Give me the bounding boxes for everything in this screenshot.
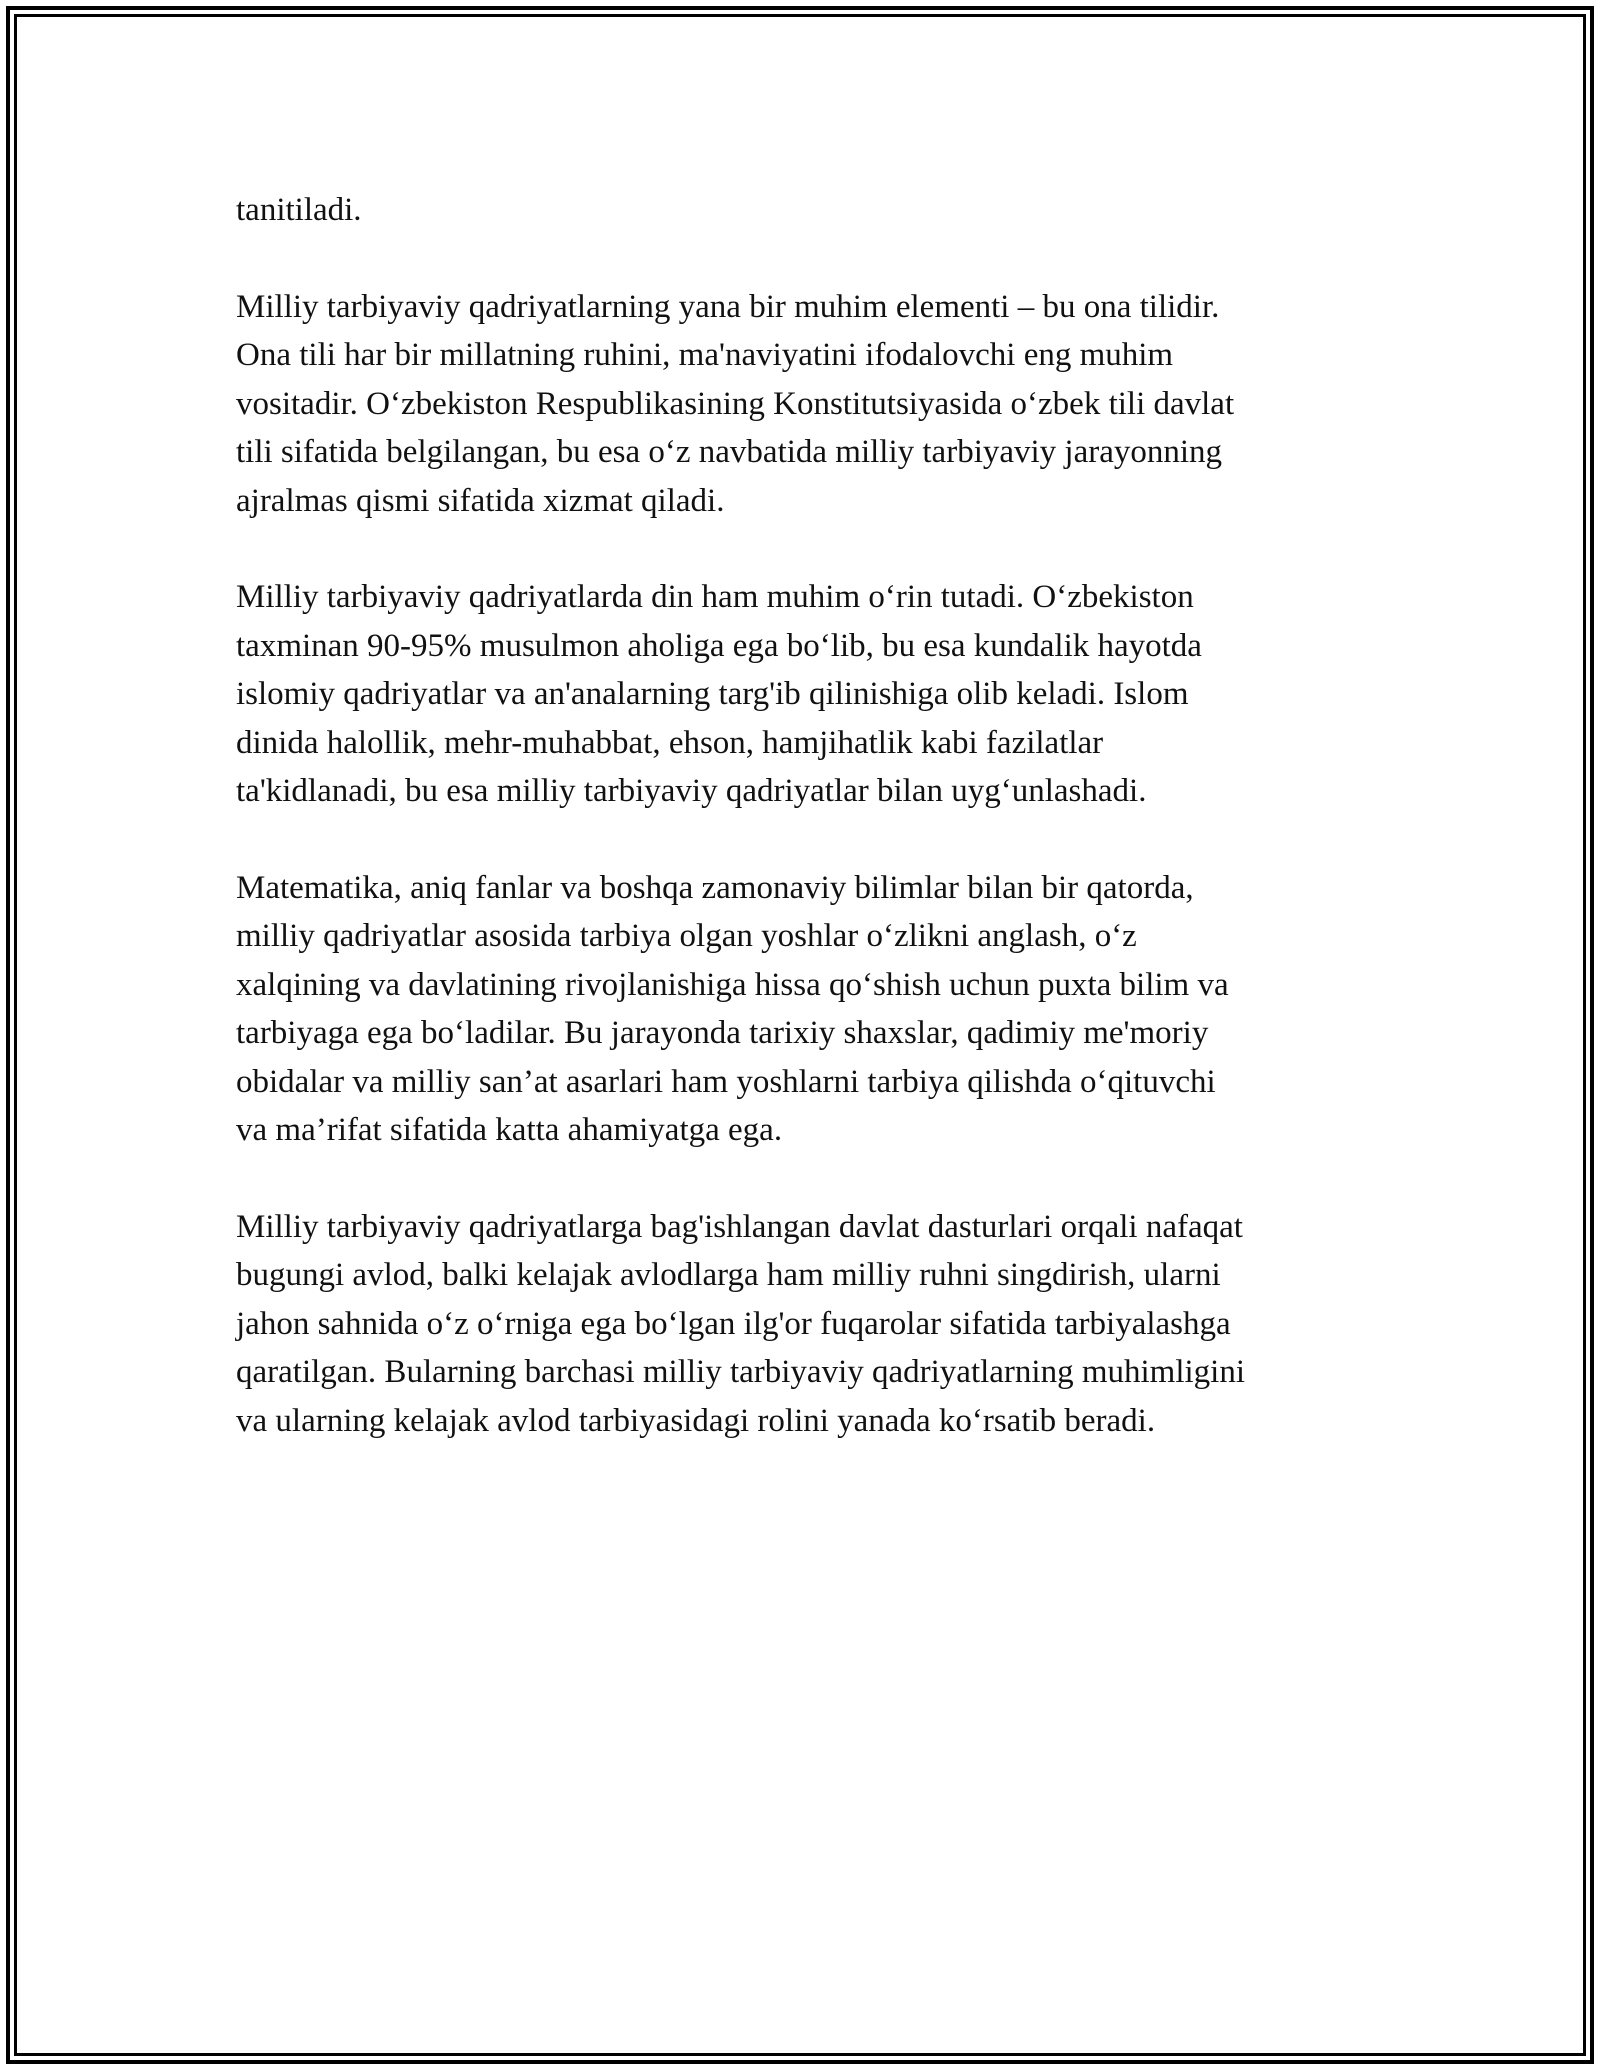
paragraph-religion: Milliy tarbiyaviy qadriyatlarda din ham muhim o‘rin tutadi. O‘zbekiston taxminan 90-95% musulmon aholiga ega bo‘lib, bu esa kundalik hayotda islomiy qadriyatlar va an'analarning targ'ib qilinishiga olib keladi. Islom dinida halollik, mehr-muhabbat, ehson, hamjihatlik kabi fazilatlar ta'kidlanadi, bu esa milliy tarbiyaviy qadriyatlar bilan uyg‘unlashadi. (236, 579, 1202, 809)
paragraph-continuation: tanitiladi. (236, 192, 362, 228)
document-body (236, 186, 1366, 1493)
paragraph-state-programs: Milliy tarbiyaviy qadriyatlarga bag'ishlangan davlat dasturlari orqali nafaqat bugungi avlod, balki kelajak avlodlarga ham milliy ruhni singdirish, ularni jahon sahnida o‘z o‘rniga ega bo‘lgan ilg'or fuqarolar sifatida tarbiyalashga qaratilgan. Bularning barchasi milliy tarbiyaviy qadriyatlarning muhimligini va ularning kelajak avlod tarbiyasidagi rolini yanada ko‘rsatib beradi. (236, 1208, 1246, 1439)
paragraph-mother-tongue: Milliy tarbiyaviy qadriyatlarning yana bir muhim elementi – bu ona tilidir. Ona tili har bir millatning ruhini, ma'naviyatini ifodalovchi eng muhim vositadir. O‘zbekiston Respublikasining Konstitutsiyasida o‘zbek tili davlat tili sifatida belgilangan, bu esa o‘z navbatida milliy tarbiyaviy jarayonning ajralmas qismi sifatida xizmat qiladi. (236, 288, 1235, 519)
paragraph-sciences: Matematika, aniq fanlar va boshqa zamonaviy bilimlar bilan bir qatorda, milliy qadriyatlar asosida tarbiya olgan yoshlar o‘zlikni anglash, o‘z xalqining va davlatining rivojlanishiga hissa qo‘shish uchun puxta bilim va tarbiyaga ega bo‘ladilar. Bu jarayonda tarixiy shaxslar, qadimiy me'moriy obidalar va milliy san’at asarlari ham yoshlarni tarbiya qilishda o‘qituvchi va ma’rifat sifatida katta ahamiyatga ega. (236, 869, 1229, 1148)
